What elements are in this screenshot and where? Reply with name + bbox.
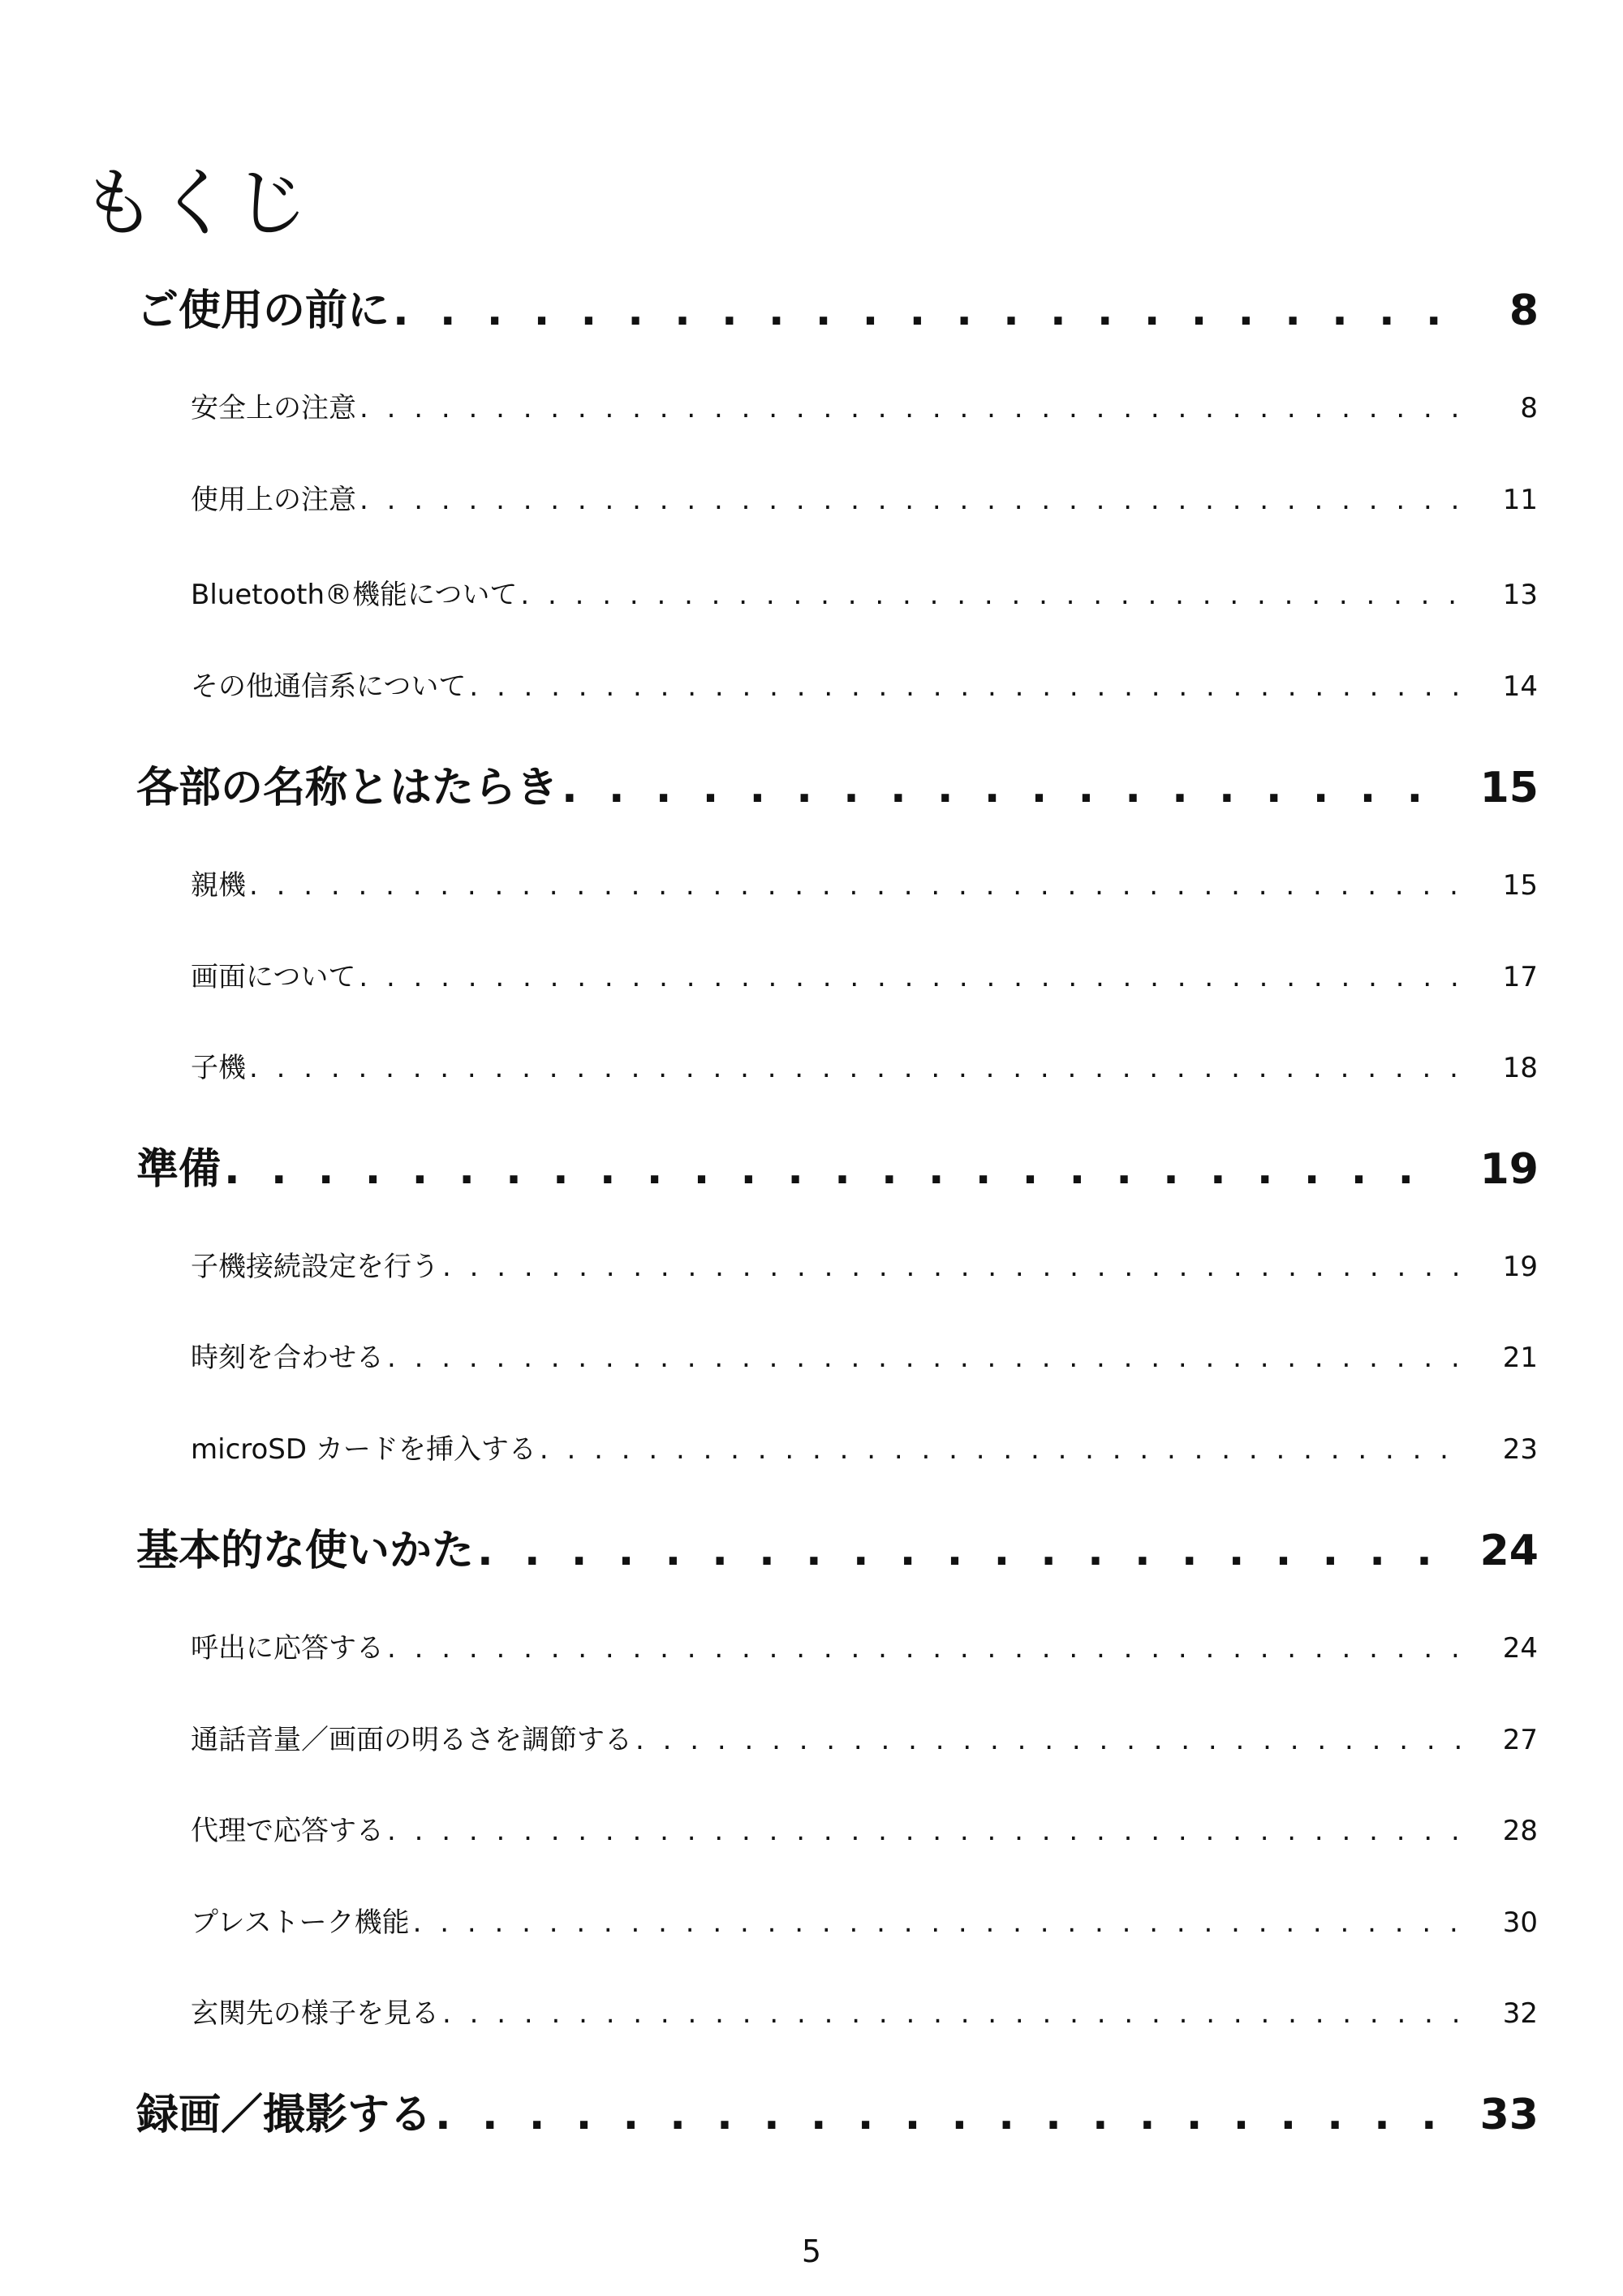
toc-page-number: 15	[1502, 869, 1538, 902]
toc-leader-dots	[477, 1527, 1441, 1575]
toc-page-number: 33	[1479, 2091, 1539, 2139]
toc-item-label: 画面について	[191, 961, 356, 993]
toc-page-number: 13	[1502, 579, 1538, 611]
toc-leader-dots	[249, 1052, 1465, 1084]
toc-item-label: その他通信系について	[191, 670, 467, 703]
toc-item-row[interactable]	[191, 664, 1538, 704]
toc-section-label: 基本的な使いかた	[136, 1527, 475, 1575]
toc-item-row[interactable]	[191, 1626, 1538, 1665]
toc-item-label: 使用上の注意	[191, 484, 356, 516]
toc-leader-dots	[249, 869, 1465, 902]
toc-item-row[interactable]	[191, 1808, 1538, 1848]
toc-page-number: 30	[1502, 1906, 1538, 1939]
toc-page-number: 15	[1479, 764, 1539, 812]
toc-item-row[interactable]	[191, 1335, 1538, 1375]
toc-section-label: 準備	[136, 1145, 222, 1194]
toc-item-label: 呼出に応答する	[191, 1632, 384, 1665]
toc-page-number: 17	[1502, 961, 1538, 993]
toc-item-row[interactable]	[191, 572, 1538, 612]
page-title: もくじ	[81, 160, 311, 247]
toc-page-number: 11	[1502, 484, 1538, 516]
toc-page-number: 19	[1479, 1145, 1539, 1194]
toc-leader-dots	[469, 670, 1465, 703]
toc-item-row[interactable]	[191, 1045, 1538, 1085]
toc-item-label: Bluetooth®機能について	[191, 579, 518, 611]
toc-item-label: 通話音量／画面の明るさを調節する	[191, 1724, 632, 1756]
toc-leader-dots	[442, 1997, 1465, 2030]
toc-section-row[interactable]	[136, 2080, 1539, 2141]
toc-leader-dots	[387, 1342, 1465, 1374]
toc-page-number: 8	[1509, 286, 1539, 335]
toc-item-label: 代理で応答する	[191, 1815, 384, 1847]
toc-page-number: 18	[1502, 1052, 1538, 1084]
toc-item-label: プレストーク機能	[191, 1906, 410, 1939]
toc-item-row[interactable]	[191, 1244, 1538, 1284]
toc-leader-dots	[359, 484, 1465, 516]
toc-leader-dots	[359, 392, 1465, 424]
toc-item-label: 時刻を合わせる	[191, 1342, 384, 1374]
toc-leader-dots	[540, 1433, 1465, 1466]
toc-section-label: ご使用の前に	[136, 286, 390, 335]
toc-leader-dots	[413, 1906, 1465, 1939]
toc-page-number: 23	[1502, 1433, 1538, 1466]
toc-item-label: 子機接続設定を行う	[191, 1251, 439, 1283]
toc-section-label: 録画／撮影する	[136, 2091, 433, 2139]
toc-leader-dots	[435, 2091, 1441, 2139]
toc-page-number: 21	[1502, 1342, 1538, 1374]
toc-leader-dots	[442, 1251, 1465, 1283]
toc-section-row[interactable]	[136, 1516, 1539, 1577]
toc-page-number: 32	[1502, 1997, 1538, 2030]
toc-section-row[interactable]	[136, 753, 1539, 814]
toc-leader-dots	[635, 1724, 1465, 1756]
toc-leader-dots	[387, 1815, 1465, 1847]
toc-leader-dots	[520, 579, 1465, 611]
toc-item-row[interactable]	[191, 1900, 1538, 1940]
toc-section-label: 各部の名称とはたらき	[136, 764, 559, 812]
toc-page-number: 19	[1502, 1251, 1538, 1283]
toc-page-number: 14	[1502, 670, 1538, 703]
toc-leader-dots	[224, 1145, 1441, 1194]
toc-leader-dots	[562, 764, 1441, 812]
toc-section-row[interactable]	[136, 1135, 1539, 1195]
toc-leader-dots	[393, 286, 1441, 335]
toc-item-row[interactable]	[191, 386, 1538, 425]
toc-item-label: 親機	[191, 869, 246, 902]
toc-item-label: 玄関先の様子を見る	[191, 1997, 439, 2030]
toc-page-number: 28	[1502, 1815, 1538, 1847]
toc-item-label: 子機	[191, 1052, 246, 1084]
toc-item-row[interactable]	[191, 477, 1538, 517]
toc-item-label: microSD カードを挿入する	[191, 1433, 536, 1466]
toc-item-row[interactable]	[191, 863, 1538, 902]
toc-page-number: 27	[1502, 1724, 1538, 1756]
toc-item-label: 安全上の注意	[191, 392, 356, 424]
page-number: 5	[801, 2234, 822, 2269]
toc-item-row[interactable]	[191, 1427, 1538, 1467]
toc-page-number: 24	[1479, 1527, 1539, 1575]
toc-leader-dots	[387, 1632, 1465, 1665]
toc-page-number: 24	[1502, 1632, 1538, 1665]
toc-page-number: 8	[1520, 392, 1538, 424]
toc-leader-dots	[359, 961, 1465, 993]
toc-item-row[interactable]	[191, 1717, 1538, 1757]
toc-item-row[interactable]	[191, 1991, 1538, 2031]
toc-item-row[interactable]	[191, 954, 1538, 994]
toc-section-row[interactable]	[136, 276, 1539, 337]
